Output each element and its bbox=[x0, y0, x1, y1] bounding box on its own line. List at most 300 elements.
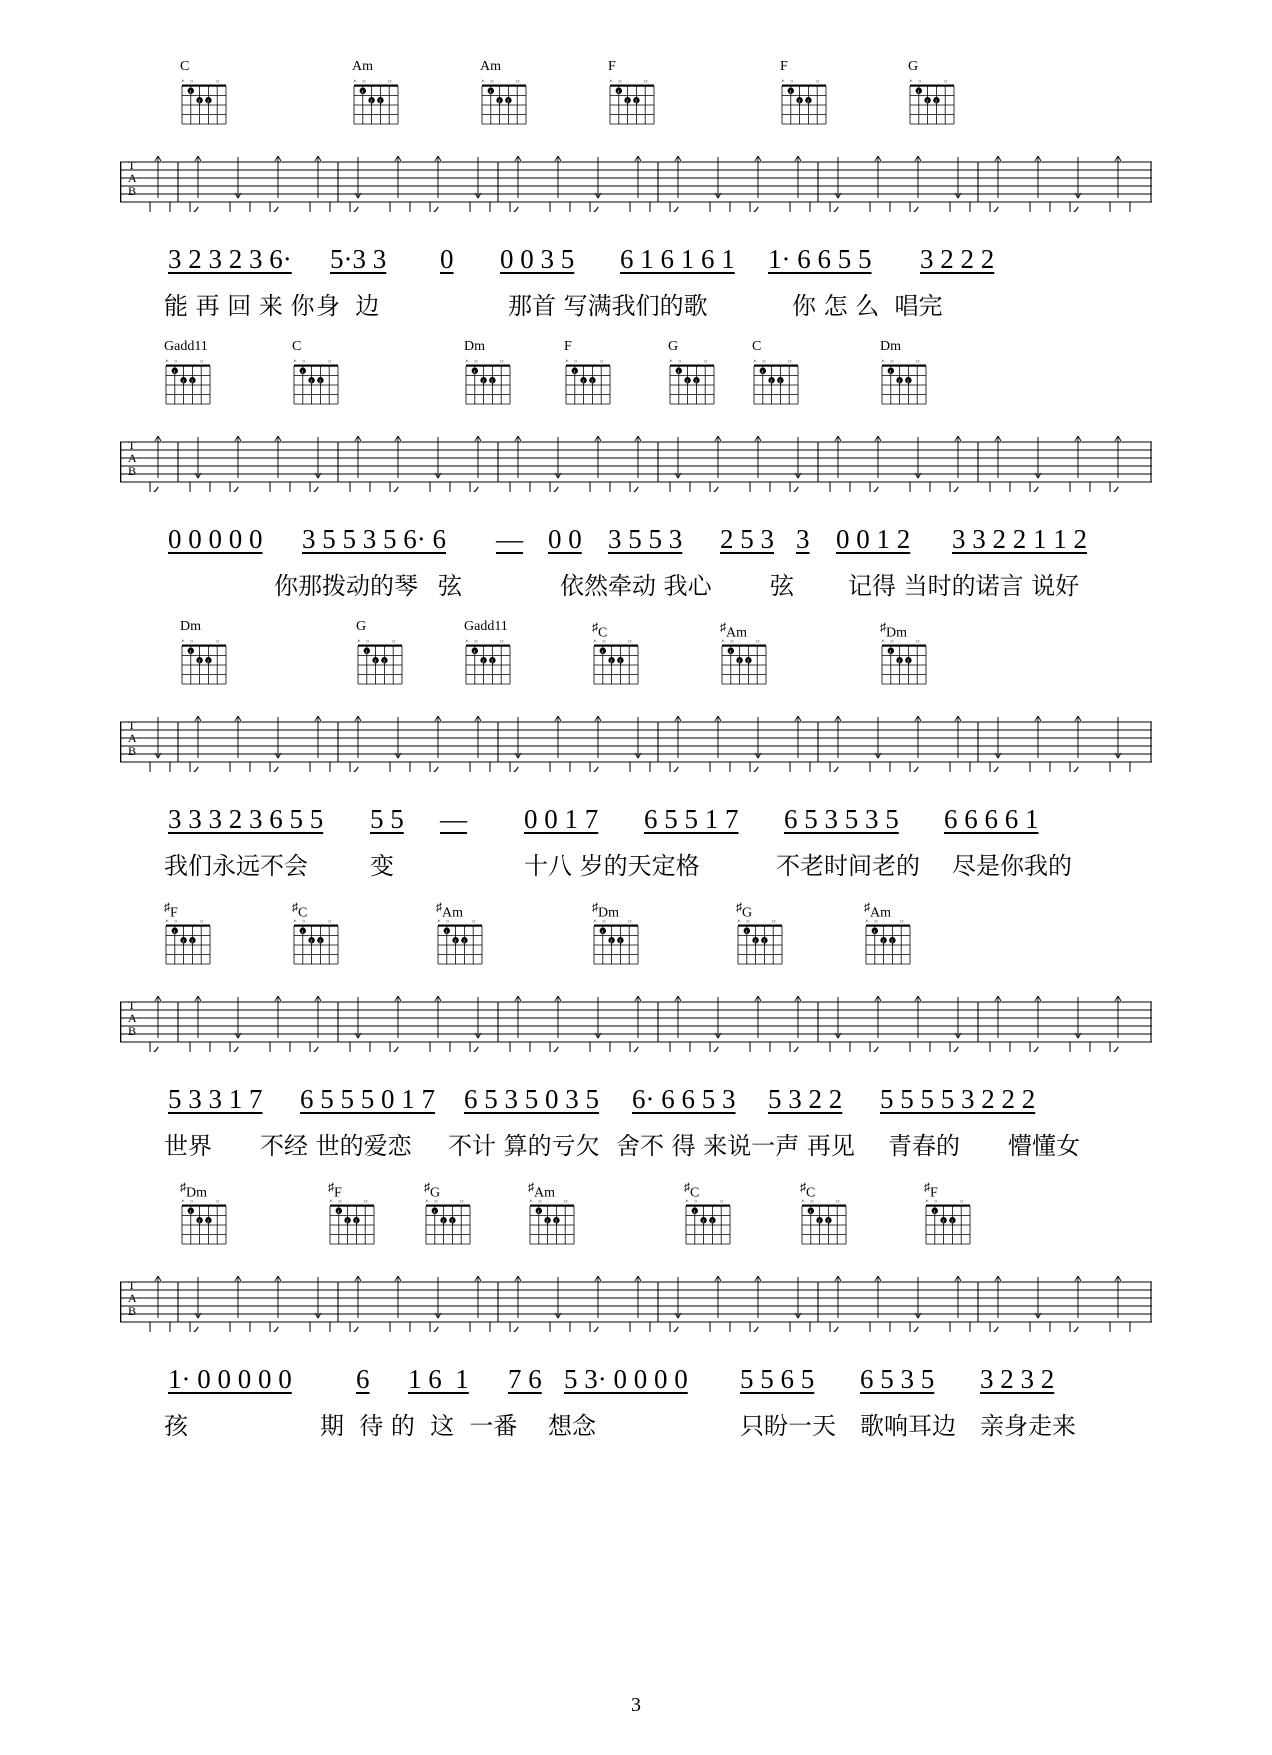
svg-text:1: 1 bbox=[693, 1208, 696, 1214]
chord-name: ♯F bbox=[164, 900, 178, 921]
svg-text:2: 2 bbox=[806, 98, 810, 104]
chord-diagram bbox=[732, 900, 794, 968]
svg-text:○: ○ bbox=[704, 359, 708, 365]
svg-text:1: 1 bbox=[301, 368, 304, 374]
chord-fretboard-grid bbox=[920, 1196, 976, 1248]
svg-text:○: ○ bbox=[678, 359, 682, 365]
lyric-line bbox=[120, 846, 1152, 886]
chord-diagram bbox=[176, 60, 238, 128]
system-3 bbox=[120, 620, 1152, 896]
lyric-text: 依然牵动 我心 bbox=[560, 572, 712, 600]
chord-name: C bbox=[292, 339, 302, 354]
svg-text:○: ○ bbox=[490, 79, 494, 85]
svg-text:2: 2 bbox=[762, 938, 766, 944]
lyric-text: 能 再 回 来 你 bbox=[164, 292, 315, 320]
chord-diagram-row-4 bbox=[120, 900, 1152, 978]
svg-text:○: ○ bbox=[790, 79, 794, 85]
chord-diagram bbox=[904, 60, 966, 128]
svg-text:○: ○ bbox=[730, 639, 734, 645]
page-number: 3 bbox=[631, 1694, 641, 1716]
chord-name: ♯F bbox=[924, 1180, 938, 1201]
chord-fretboard-grid bbox=[796, 1196, 852, 1248]
svg-text:2: 2 bbox=[198, 658, 201, 664]
lyric-text: 十八 岁的天定格 bbox=[524, 852, 700, 880]
svg-text:○: ○ bbox=[216, 1199, 220, 1205]
svg-text:○: ○ bbox=[460, 1199, 464, 1205]
svg-text:2: 2 bbox=[454, 938, 457, 944]
chord-diagram bbox=[680, 1180, 742, 1248]
chord-fretboard-grid bbox=[420, 1196, 476, 1248]
svg-text:2: 2 bbox=[590, 378, 594, 384]
svg-text:2: 2 bbox=[754, 938, 757, 944]
svg-text:1: 1 bbox=[173, 368, 176, 374]
svg-text:2: 2 bbox=[778, 378, 782, 384]
chord-name: ♯C bbox=[684, 1180, 700, 1201]
svg-text:2: 2 bbox=[610, 658, 613, 664]
notation-numbers: 6 5 3 5 3 5 bbox=[784, 804, 899, 834]
svg-text:×: × bbox=[425, 1199, 429, 1205]
svg-text:2: 2 bbox=[890, 938, 894, 944]
notation-numbers: 0 0 3 5 bbox=[500, 244, 575, 274]
chord-name: ♯Am bbox=[864, 900, 891, 921]
notation-numbers: 1· 6 6 5 5 bbox=[768, 244, 872, 274]
lyric-text: 那首 写满我们的歌 bbox=[508, 292, 708, 320]
notation-numbers: 6 5 3 5 0 3 5 bbox=[464, 1084, 599, 1114]
svg-text:T: T bbox=[128, 1278, 136, 1292]
tablature-staff bbox=[120, 996, 1152, 1052]
svg-text:○: ○ bbox=[564, 1199, 568, 1205]
svg-text:×: × bbox=[781, 79, 785, 85]
svg-text:B: B bbox=[128, 1024, 137, 1038]
svg-text:2: 2 bbox=[506, 98, 510, 104]
svg-text:×: × bbox=[437, 919, 441, 925]
notation-numbers: 3 3 3 2 3 6 5 5 bbox=[168, 804, 324, 834]
svg-text:○: ○ bbox=[574, 359, 578, 365]
notation-numbers: 3 2 2 2 bbox=[920, 244, 995, 274]
svg-text:2: 2 bbox=[382, 658, 386, 664]
lyric-text: 你 怎 么 唱完 bbox=[792, 292, 943, 320]
notation-numbers: 6 5 5 1 7 bbox=[644, 804, 739, 834]
notation-numbers: 2 5 3 bbox=[720, 524, 774, 554]
svg-text:1: 1 bbox=[889, 368, 892, 374]
svg-text:×: × bbox=[357, 639, 361, 645]
svg-text:2: 2 bbox=[906, 658, 910, 664]
svg-text:2: 2 bbox=[618, 938, 622, 944]
lyric-line bbox=[120, 566, 1152, 606]
svg-text:2: 2 bbox=[950, 1218, 954, 1224]
svg-text:1: 1 bbox=[933, 1208, 936, 1214]
chord-name: ♯Am bbox=[436, 900, 463, 921]
lyric-block-5 bbox=[120, 1364, 1152, 1456]
chord-diagram bbox=[460, 340, 522, 408]
chord-name: ♯Am bbox=[528, 1180, 555, 1201]
svg-text:B: B bbox=[128, 744, 137, 758]
lyric-line bbox=[120, 286, 1152, 326]
svg-text:○: ○ bbox=[338, 1199, 342, 1205]
svg-text:1: 1 bbox=[745, 928, 748, 934]
svg-text:○: ○ bbox=[618, 79, 622, 85]
svg-text:2: 2 bbox=[898, 658, 901, 664]
chord-name: ♯Dm bbox=[880, 620, 907, 641]
chord-diagram bbox=[476, 60, 538, 128]
chord-name: Dm bbox=[464, 339, 485, 354]
chord-diagram-row-1 bbox=[120, 60, 1152, 138]
svg-text:○: ○ bbox=[918, 79, 922, 85]
svg-text:×: × bbox=[353, 79, 357, 85]
svg-text:1: 1 bbox=[473, 648, 476, 654]
svg-text:1: 1 bbox=[189, 648, 192, 654]
system-5 bbox=[120, 1180, 1152, 1456]
svg-text:2: 2 bbox=[942, 1218, 945, 1224]
chord-fretboard-grid bbox=[348, 76, 404, 128]
chord-name: F bbox=[608, 59, 616, 74]
svg-text:1: 1 bbox=[473, 368, 476, 374]
svg-text:2: 2 bbox=[182, 378, 185, 384]
svg-text:2: 2 bbox=[546, 1218, 549, 1224]
lyric-block-1 bbox=[120, 244, 1152, 336]
chord-fretboard-grid bbox=[288, 356, 344, 408]
svg-text:1: 1 bbox=[729, 648, 732, 654]
svg-text:2: 2 bbox=[442, 1218, 445, 1224]
lyric-block-4 bbox=[120, 1084, 1152, 1176]
system-1 bbox=[120, 60, 1152, 336]
svg-text:2: 2 bbox=[746, 658, 750, 664]
chord-diagram bbox=[776, 60, 838, 128]
svg-text:1: 1 bbox=[337, 1208, 340, 1214]
svg-text:○: ○ bbox=[472, 919, 476, 925]
svg-text:2: 2 bbox=[798, 98, 801, 104]
svg-text:○: ○ bbox=[190, 79, 194, 85]
svg-text:T: T bbox=[128, 438, 136, 452]
tab-staff-2 bbox=[120, 418, 1152, 522]
lyric-text: 你那拨动的琴 bbox=[274, 572, 418, 600]
lyric-text: 不经 世的爱恋 bbox=[260, 1132, 412, 1160]
chord-diagram bbox=[860, 900, 922, 968]
notation-numbers: 5 3 3 1 7 bbox=[168, 1084, 263, 1114]
lyric-text: 尽是你我的 bbox=[952, 852, 1072, 880]
chord-diagram bbox=[348, 60, 410, 128]
svg-text:×: × bbox=[529, 1199, 533, 1205]
svg-text:2: 2 bbox=[482, 658, 485, 664]
tab-staff-5 bbox=[120, 1258, 1152, 1362]
lyric-text: 弦 bbox=[438, 572, 462, 600]
svg-text:2: 2 bbox=[310, 938, 313, 944]
lyric-text: 懵懂女 bbox=[1008, 1132, 1080, 1160]
svg-text:×: × bbox=[925, 1199, 929, 1205]
svg-text:○: ○ bbox=[362, 79, 366, 85]
svg-text:×: × bbox=[293, 359, 297, 365]
chord-name: Dm bbox=[880, 339, 901, 354]
chord-diagram bbox=[432, 900, 494, 968]
svg-text:A: A bbox=[128, 1011, 137, 1025]
chord-name: Gadd11 bbox=[464, 619, 508, 634]
notation-numbers: 6 5 3 5 bbox=[860, 1364, 935, 1394]
svg-text:2: 2 bbox=[934, 98, 938, 104]
notation-number-line bbox=[120, 1084, 1152, 1124]
notation-numbers: 0 0 bbox=[548, 524, 582, 554]
svg-text:2: 2 bbox=[770, 378, 773, 384]
svg-text:2: 2 bbox=[206, 98, 210, 104]
notation-numbers: 3 2 3 2 3 6· bbox=[168, 244, 292, 274]
svg-text:1: 1 bbox=[573, 368, 576, 374]
svg-text:T: T bbox=[128, 158, 136, 172]
chord-fretboard-grid bbox=[876, 636, 932, 688]
svg-text:○: ○ bbox=[302, 359, 306, 365]
svg-text:1: 1 bbox=[809, 1208, 812, 1214]
notation-number-line bbox=[120, 1364, 1152, 1404]
svg-text:2: 2 bbox=[498, 98, 501, 104]
chord-name: G bbox=[356, 619, 367, 634]
chord-name: F bbox=[564, 339, 572, 354]
svg-text:1: 1 bbox=[189, 88, 192, 94]
svg-text:×: × bbox=[181, 639, 185, 645]
notation-numbers: 3 5 5 3 bbox=[608, 524, 683, 554]
system-4 bbox=[120, 900, 1152, 1176]
svg-text:×: × bbox=[181, 79, 185, 85]
svg-text:1: 1 bbox=[601, 928, 604, 934]
notation-numbers: 6 bbox=[356, 1364, 370, 1394]
svg-text:×: × bbox=[721, 639, 725, 645]
svg-text:1: 1 bbox=[761, 368, 764, 374]
svg-text:1: 1 bbox=[433, 1208, 436, 1214]
svg-text:2: 2 bbox=[490, 378, 494, 384]
svg-text:1: 1 bbox=[445, 928, 448, 934]
svg-text:×: × bbox=[165, 919, 169, 925]
chord-fretboard-grid bbox=[476, 76, 532, 128]
svg-text:○: ○ bbox=[366, 639, 370, 645]
svg-text:○: ○ bbox=[810, 1199, 814, 1205]
lyric-text: 变 bbox=[370, 852, 394, 880]
svg-text:○: ○ bbox=[602, 639, 606, 645]
chord-diagram bbox=[588, 900, 650, 968]
notation-numbers: 5 5 bbox=[370, 804, 404, 834]
chord-fretboard-grid bbox=[732, 916, 788, 968]
tablature-staff bbox=[120, 1276, 1152, 1332]
svg-text:2: 2 bbox=[906, 378, 910, 384]
svg-text:○: ○ bbox=[446, 919, 450, 925]
chord-fretboard-grid bbox=[288, 916, 344, 968]
chord-fretboard-grid bbox=[680, 1196, 736, 1248]
chord-name: ♯Dm bbox=[592, 900, 619, 921]
lyric-text: 青春的 bbox=[888, 1132, 960, 1160]
lyric-text: 歌响耳边 bbox=[860, 1412, 956, 1440]
svg-text:○: ○ bbox=[328, 919, 332, 925]
lyric-line bbox=[120, 1406, 1152, 1446]
lyric-text: 只盼一天 bbox=[740, 1412, 836, 1440]
svg-text:×: × bbox=[465, 359, 469, 365]
chord-diagram bbox=[160, 900, 222, 968]
svg-text:2: 2 bbox=[370, 98, 373, 104]
system-2 bbox=[120, 340, 1152, 616]
chord-diagram bbox=[288, 900, 350, 968]
svg-text:○: ○ bbox=[500, 359, 504, 365]
svg-text:×: × bbox=[685, 1199, 689, 1205]
notation-numbers: 5·3 3 bbox=[330, 244, 387, 274]
svg-text:2: 2 bbox=[694, 378, 698, 384]
chord-fretboard-grid bbox=[716, 636, 772, 688]
chord-diagram bbox=[176, 1180, 238, 1248]
svg-text:○: ○ bbox=[916, 359, 920, 365]
chord-diagram-row-3 bbox=[120, 620, 1152, 698]
tablature-staff bbox=[120, 156, 1152, 212]
chord-diagram bbox=[664, 340, 726, 408]
notation-number-line bbox=[120, 804, 1152, 844]
chord-name: C bbox=[752, 339, 762, 354]
chord-fretboard-grid bbox=[352, 636, 408, 688]
lyric-text: 想念 bbox=[548, 1412, 596, 1440]
svg-text:○: ○ bbox=[190, 639, 194, 645]
svg-text:1: 1 bbox=[189, 1208, 192, 1214]
chord-fretboard-grid bbox=[324, 1196, 380, 1248]
svg-text:○: ○ bbox=[694, 1199, 698, 1205]
svg-text:2: 2 bbox=[206, 1218, 210, 1224]
chord-fretboard-grid bbox=[748, 356, 804, 408]
svg-text:2: 2 bbox=[686, 378, 689, 384]
svg-text:○: ○ bbox=[720, 1199, 724, 1205]
lyric-block-3 bbox=[120, 804, 1152, 896]
svg-text:1: 1 bbox=[173, 928, 176, 934]
notation-numbers: 5 5 6 5 bbox=[740, 1364, 815, 1394]
svg-text:2: 2 bbox=[826, 1218, 830, 1224]
chord-name: ♯C bbox=[800, 1180, 816, 1201]
chord-name: F bbox=[780, 59, 788, 74]
svg-text:2: 2 bbox=[378, 98, 382, 104]
svg-text:2: 2 bbox=[462, 938, 466, 944]
svg-text:T: T bbox=[128, 718, 136, 732]
chord-name: ♯Dm bbox=[180, 1180, 207, 1201]
svg-text:×: × bbox=[609, 79, 613, 85]
svg-text:1: 1 bbox=[537, 1208, 540, 1214]
tab-staff-3 bbox=[120, 698, 1152, 802]
svg-text:×: × bbox=[481, 79, 485, 85]
notation-number-line bbox=[120, 524, 1152, 564]
svg-text:○: ○ bbox=[174, 359, 178, 365]
chord-fretboard-grid bbox=[588, 636, 644, 688]
notation-numbers: 5 3 2 2 bbox=[768, 1084, 843, 1114]
svg-text:1: 1 bbox=[677, 368, 680, 374]
svg-text:○: ○ bbox=[960, 1199, 964, 1205]
svg-text:×: × bbox=[669, 359, 673, 365]
svg-text:○: ○ bbox=[328, 359, 332, 365]
svg-text:B: B bbox=[128, 464, 137, 478]
svg-text:1: 1 bbox=[601, 648, 604, 654]
chord-name: G bbox=[668, 339, 679, 354]
chord-fretboard-grid bbox=[176, 76, 232, 128]
chord-fretboard-grid bbox=[176, 636, 232, 688]
chord-diagram bbox=[460, 620, 522, 688]
svg-text:○: ○ bbox=[916, 639, 920, 645]
chord-diagram bbox=[748, 340, 810, 408]
svg-text:×: × bbox=[865, 919, 869, 925]
svg-text:○: ○ bbox=[174, 919, 178, 925]
chord-fretboard-grid bbox=[588, 916, 644, 968]
svg-text:2: 2 bbox=[618, 658, 622, 664]
svg-text:○: ○ bbox=[516, 79, 520, 85]
svg-text:○: ○ bbox=[190, 1199, 194, 1205]
svg-text:2: 2 bbox=[818, 1218, 821, 1224]
svg-text:○: ○ bbox=[900, 919, 904, 925]
chord-diagram bbox=[524, 1180, 586, 1248]
chord-fretboard-grid bbox=[876, 356, 932, 408]
svg-text:×: × bbox=[753, 359, 757, 365]
chord-diagram bbox=[876, 340, 938, 408]
chord-fretboard-grid bbox=[776, 76, 832, 128]
chord-fretboard-grid bbox=[460, 356, 516, 408]
chord-fretboard-grid bbox=[160, 356, 216, 408]
notation-numbers: — bbox=[440, 804, 467, 834]
chord-fretboard-grid bbox=[160, 916, 216, 968]
svg-text:2: 2 bbox=[702, 1218, 705, 1224]
chord-diagram bbox=[160, 340, 222, 408]
chord-name: ♯Am bbox=[720, 620, 747, 641]
chord-fretboard-grid bbox=[524, 1196, 580, 1248]
chord-name: Dm bbox=[180, 619, 201, 634]
svg-text:2: 2 bbox=[490, 658, 494, 664]
svg-text:2: 2 bbox=[626, 98, 629, 104]
svg-text:○: ○ bbox=[392, 639, 396, 645]
chord-name: ♯F bbox=[328, 1180, 342, 1201]
svg-text:×: × bbox=[881, 359, 885, 365]
tab-staff-1 bbox=[120, 138, 1152, 242]
svg-text:2: 2 bbox=[554, 1218, 558, 1224]
svg-text:○: ○ bbox=[216, 639, 220, 645]
svg-text:T: T bbox=[128, 998, 136, 1012]
notation-numbers: 6· 6 6 5 3 bbox=[632, 1084, 736, 1114]
notation-numbers: 0 bbox=[440, 244, 454, 274]
chord-name: ♯C bbox=[592, 620, 608, 641]
notation-numbers: 1· 0 0 0 0 0 bbox=[168, 1364, 292, 1394]
svg-text:×: × bbox=[329, 1199, 333, 1205]
svg-text:○: ○ bbox=[874, 919, 878, 925]
notation-numbers: 6 5 5 5 0 1 7 bbox=[300, 1084, 435, 1114]
svg-text:×: × bbox=[737, 919, 741, 925]
svg-text:×: × bbox=[909, 79, 913, 85]
lyric-text: 我们永远不会 bbox=[164, 852, 308, 880]
notation-numbers: 7 6 bbox=[508, 1364, 542, 1394]
chord-diagram bbox=[876, 620, 938, 688]
chord-name: ♯G bbox=[424, 1180, 441, 1201]
lyric-text: 记得 当时的诺言 说好 bbox=[848, 572, 1080, 600]
notation-numbers: 0 0 0 0 0 bbox=[168, 524, 263, 554]
svg-text:○: ○ bbox=[302, 919, 306, 925]
tablature-staff bbox=[120, 716, 1152, 772]
svg-text:×: × bbox=[565, 359, 569, 365]
svg-text:○: ○ bbox=[890, 359, 894, 365]
svg-text:×: × bbox=[593, 919, 597, 925]
svg-text:○: ○ bbox=[756, 639, 760, 645]
lyric-text: 孩 bbox=[164, 1412, 188, 1440]
chord-fretboard-grid bbox=[604, 76, 660, 128]
lyric-text: 亲身走来 bbox=[980, 1412, 1076, 1440]
svg-text:○: ○ bbox=[500, 639, 504, 645]
svg-text:2: 2 bbox=[482, 378, 485, 384]
svg-text:○: ○ bbox=[944, 79, 948, 85]
svg-text:○: ○ bbox=[746, 919, 750, 925]
svg-text:2: 2 bbox=[198, 1218, 201, 1224]
notation-numbers: 6 1 6 1 6 1 bbox=[620, 244, 735, 274]
lyric-text: 身 边 bbox=[316, 292, 380, 320]
chord-name: Am bbox=[352, 59, 373, 74]
lyric-text: 不计 算的亏欠 bbox=[448, 1132, 600, 1160]
chord-name: ♯G bbox=[736, 900, 753, 921]
svg-text:×: × bbox=[465, 639, 469, 645]
notation-numbers: 3 3 2 2 1 1 2 bbox=[952, 524, 1087, 554]
chord-diagram bbox=[288, 340, 350, 408]
svg-text:○: ○ bbox=[628, 639, 632, 645]
svg-text:○: ○ bbox=[600, 359, 604, 365]
notation-number-line bbox=[120, 244, 1152, 284]
chord-fretboard-grid bbox=[664, 356, 720, 408]
